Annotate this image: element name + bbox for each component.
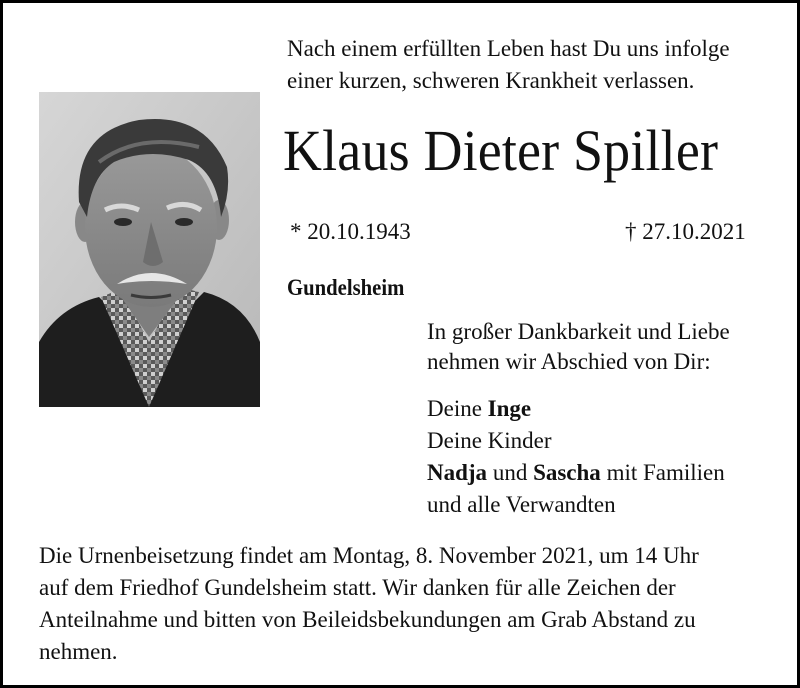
mourner-line: und alle Verwandten: [427, 492, 616, 517]
mourner-line: [427, 457, 787, 489]
farewell-line: In großer Dankbarkeit und Liebe: [427, 319, 730, 344]
mourner-name: Sascha: [533, 460, 601, 485]
mourner-name: Nadja: [427, 460, 488, 485]
portrait-photo: [39, 92, 260, 407]
intro-line: Nach einem erfüllten Leben hast Du uns infolge: [287, 36, 730, 61]
intro-line: einer kurzen, schweren Krankheit verlassen.: [287, 68, 695, 93]
mourner-text: mit Familien: [606, 460, 725, 485]
farewell-text: [427, 317, 787, 377]
service-announcement: [39, 540, 779, 668]
hometown: Gundelsheim: [287, 275, 405, 300]
birth-date: * 20.10.1943: [290, 219, 411, 244]
mourner-text: Deine: [427, 396, 482, 421]
intro-text: [287, 33, 787, 97]
service-line: Die Urnenbeisetzung findet am Montag, 8. November 2021, um 14 Uhr: [39, 543, 699, 568]
mourner-text: und: [492, 460, 528, 485]
deceased-name: Klaus Dieter Spiller: [283, 118, 719, 183]
service-line: Anteilnahme und bitten von Beileidsbekundungen am Grab Abstand zu: [39, 607, 696, 632]
service-line: nehmen.: [39, 639, 118, 664]
mourner-line: [427, 393, 787, 425]
mourner-line: Deine Kinder: [427, 428, 552, 453]
farewell-line: nehmen wir Abschied von Dir:: [427, 349, 711, 374]
mourner-name: Inge: [487, 396, 532, 421]
service-line: auf dem Friedhof Gundelsheim statt. Wir danken für alle Zeichen der: [39, 575, 676, 600]
death-date: † 27.10.2021: [625, 219, 746, 244]
mourners-list: [427, 393, 787, 521]
